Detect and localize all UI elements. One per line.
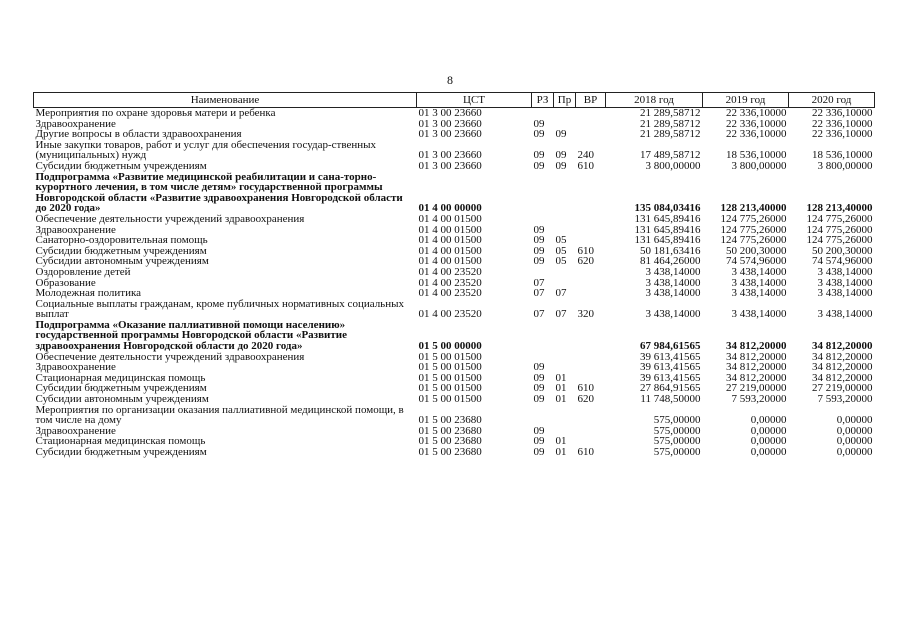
row-2018: 135 084,03416 [634, 202, 701, 215]
row-cst: 01 3 00 23660 [418, 117, 482, 130]
row-cst: 01 5 00 23680 [418, 435, 482, 448]
row-name: Здравоохранение [35, 223, 116, 236]
row-2020: 34 812,20000 [812, 371, 873, 384]
row-pr: 07 [555, 287, 567, 300]
row-2018: 131 645,89416 [634, 212, 701, 225]
row-2019: 74 574,96000 [726, 255, 787, 268]
row-2018: 575,00000 [653, 446, 701, 458]
row-rz: 09 [533, 435, 545, 448]
row-rz: 09 [533, 371, 545, 384]
row-name: Подпрограмма «Развитие медицинской реабилитации и сана-торно-курортного лечения, в том числе детям» государственной программы Новгородской области «Развитие здравоохранения Новгородской области до 2020 года» [35, 170, 403, 215]
page-number: 8 [447, 73, 453, 87]
row-vr [576, 108, 606, 119]
row-pr: 09 [555, 159, 567, 172]
row-rz [532, 172, 554, 214]
row-vr [576, 362, 606, 373]
table-row [34, 108, 875, 119]
row-rz: 09 [533, 446, 545, 458]
row-2019: 124 775,26000 [720, 212, 787, 225]
row-2020: 0,00000 [836, 424, 873, 437]
row-vr [576, 288, 606, 299]
row-pr [554, 108, 576, 119]
header-2020: 2020 год [789, 93, 875, 108]
row-2018: 17 489,58712 [640, 149, 701, 162]
row-vr: 610 [577, 382, 594, 395]
row-2019: 34 812,20000 [726, 361, 787, 374]
row-2019: 3 438,14000 [731, 287, 787, 300]
row-2018: 575,00000 [653, 424, 701, 437]
row-2020: 34 812,20000 [812, 340, 873, 353]
row-rz: 09 [533, 128, 545, 141]
header-rz: РЗ [532, 93, 554, 108]
row-2019: 128 213,40000 [720, 202, 787, 215]
row-2020: 0,00000 [836, 435, 873, 448]
row-cst: 01 4 00 01500 [418, 212, 482, 225]
row-2019: 34 812,20000 [726, 371, 787, 384]
row-cst: 01 4 00 23520 [418, 308, 482, 321]
header-name: Наименование [34, 93, 417, 108]
row-2019: 34 812,20000 [726, 340, 787, 353]
row-rz: 09 [533, 361, 545, 374]
row-name: Здравоохранение [35, 361, 116, 374]
row-name: Подпрограмма «Оказание паллиативной помощи населению» государственной программы Новгородской области «Развитие здравоохранения Новгородской области до 2020 года» [35, 318, 347, 353]
row-vr [576, 278, 606, 289]
row-name: Молодежная политика [35, 287, 142, 300]
row-pr: 09 [555, 149, 567, 162]
row-vr [576, 426, 606, 437]
row-cst: 01 5 00 23680 [418, 414, 482, 427]
row-2018: 3 438,14000 [645, 265, 701, 278]
table-row [34, 320, 875, 352]
row-2020: 124 775,26000 [806, 234, 873, 247]
row-2019: 0,00000 [750, 424, 787, 437]
row-cst: 01 5 00 01500 [418, 371, 482, 384]
row-name: Обеспечение деятельности учреждений здравоохранения [35, 350, 305, 363]
row-name: Мероприятия по организации оказания паллиативной медицинской помощи, в том числе на дому [35, 403, 404, 427]
row-2019: 124 775,26000 [720, 223, 787, 236]
row-name: Иные закупки товаров, работ и услуг для обеспечения государ-ственных (муниципальных) нужд [35, 138, 377, 162]
row-2019: 0,00000 [750, 414, 787, 427]
row-pr: 01 [555, 382, 567, 395]
row-rz: 09 [533, 244, 545, 257]
row-cst: 01 3 00 23660 [418, 128, 482, 141]
row-name: Санаторно-оздоровительная помощь [35, 234, 208, 247]
row-rz: 07 [533, 287, 545, 300]
row-2020: 3 438,14000 [817, 308, 873, 321]
row-pr [554, 320, 576, 352]
row-rz: 07 [533, 276, 545, 289]
row-name: Другие вопросы в области здравоохранения [35, 128, 242, 141]
row-2019: 27 219,00000 [726, 382, 787, 395]
row-pr: 09 [555, 128, 567, 141]
row-rz: 09 [533, 159, 545, 172]
row-rz [532, 214, 554, 225]
row-rz: 09 [533, 382, 545, 395]
row-2018: 3 800,00000 [645, 159, 701, 172]
row-2018: 39 613,41565 [640, 371, 701, 384]
row-vr: 620 [577, 393, 594, 406]
row-2019: 22 336,10000 [726, 128, 787, 141]
row-rz: 09 [533, 223, 545, 236]
row-rz [532, 320, 554, 352]
row-2019: 18 536,10000 [726, 149, 787, 162]
row-2018: 21 289,58712 [640, 128, 701, 141]
row-name: Образование [35, 276, 96, 289]
row-pr: 07 [555, 308, 567, 321]
row-2019: 22 336,10000 [726, 107, 787, 119]
row-name: Здравоохранение [35, 117, 116, 130]
header-cst: ЦСТ [417, 93, 532, 108]
row-2018: 575,00000 [653, 435, 701, 448]
row-rz: 09 [533, 393, 545, 406]
row-vr [576, 405, 606, 426]
row-vr [576, 214, 606, 225]
row-2020: 0,00000 [836, 414, 873, 427]
row-name: Субсидии бюджетным учреждениям [35, 382, 207, 395]
row-2018: 3 438,14000 [645, 287, 701, 300]
row-vr [576, 129, 606, 140]
header-row [34, 93, 875, 108]
row-cst: 01 4 00 01500 [418, 234, 482, 247]
row-cst: 01 4 00 01500 [418, 244, 482, 257]
row-name: Субсидии бюджетным учреждениям [35, 244, 207, 257]
row-2020: 27 219,00000 [812, 382, 873, 395]
row-2018: 67 984,61565 [640, 340, 701, 353]
row-pr [554, 214, 576, 225]
row-2020: 3 800,00000 [817, 159, 873, 172]
row-2020: 124 775,26000 [806, 212, 873, 225]
row-name: Субсидии автономным учреждениям [35, 255, 209, 268]
row-pr [554, 352, 576, 363]
row-name: Здравоохранение [35, 424, 116, 437]
row-rz: 09 [533, 117, 545, 130]
table-row [34, 140, 875, 161]
row-2020: 22 336,10000 [812, 107, 873, 119]
row-2020: 124 775,26000 [806, 223, 873, 236]
row-name: Субсидии бюджетным учреждениям [35, 446, 207, 458]
row-2020: 3 438,14000 [817, 265, 873, 278]
row-2019: 7 593,20000 [731, 393, 787, 406]
table-row [34, 161, 875, 172]
row-2018: 39 613,41565 [640, 350, 701, 363]
row-2020: 0,00000 [836, 446, 873, 458]
table-row [34, 299, 875, 320]
row-2020: 22 336,10000 [812, 117, 873, 130]
row-pr: 01 [555, 371, 567, 384]
row-cst: 01 5 00 00000 [418, 340, 482, 353]
row-cst: 01 5 00 01500 [418, 393, 482, 406]
row-cst: 01 5 00 23680 [418, 424, 482, 437]
row-2018: 81 464,26000 [640, 255, 701, 268]
row-2018: 11 748,50000 [640, 393, 701, 406]
row-name: Мероприятия по охране здоровья матери и ребенка [35, 107, 276, 119]
row-2018: 50 181,63416 [640, 244, 701, 257]
table-row [34, 267, 875, 278]
row-vr: 240 [577, 149, 594, 162]
row-pr [554, 267, 576, 278]
row-cst: 01 3 00 23660 [418, 149, 482, 162]
row-2018: 21 289,58712 [640, 117, 701, 130]
row-2019: 3 438,14000 [731, 265, 787, 278]
table-row [34, 405, 875, 426]
header-pr: Пр [554, 93, 576, 108]
row-vr [576, 225, 606, 236]
row-cst: 01 3 00 23660 [418, 159, 482, 172]
row-name: Стационарная медицинская помощь [35, 371, 206, 384]
row-pr: 05 [555, 234, 567, 247]
row-2019: 124 775,26000 [720, 234, 787, 247]
row-cst: 01 5 00 01500 [418, 382, 482, 395]
row-2019: 3 438,14000 [731, 308, 787, 321]
row-2019: 34 812,20000 [726, 350, 787, 363]
row-vr [576, 119, 606, 130]
row-rz [532, 405, 554, 426]
row-cst: 01 5 00 23680 [418, 446, 482, 458]
row-2019: 0,00000 [750, 446, 787, 458]
row-cst: 01 4 00 23520 [418, 265, 482, 278]
row-2018: 131 645,89416 [634, 223, 701, 236]
row-cst: 01 4 00 01500 [418, 223, 482, 236]
row-pr: 05 [555, 244, 567, 257]
row-cst: 01 5 00 01500 [418, 350, 482, 363]
row-pr [554, 405, 576, 426]
row-cst: 01 5 00 01500 [418, 361, 482, 374]
row-pr: 05 [555, 255, 567, 268]
row-name: Обеспечение деятельности учреждений здравоохранения [35, 212, 305, 225]
row-name: Оздоровление детей [35, 265, 131, 278]
row-rz [532, 267, 554, 278]
row-vr [576, 172, 606, 214]
row-pr [554, 172, 576, 214]
row-rz: 07 [533, 308, 545, 321]
row-2020: 18 536,10000 [812, 149, 873, 162]
row-name: Стационарная медицинская помощь [35, 435, 206, 448]
row-name: Субсидии автономным учреждениям [35, 393, 209, 406]
row-2020: 34 812,20000 [812, 350, 873, 363]
row-rz [532, 108, 554, 119]
row-cst: 01 3 00 23660 [418, 107, 482, 119]
row-2018: 21 289,58712 [640, 107, 701, 119]
row-2020: 3 438,14000 [817, 287, 873, 300]
row-vr [576, 267, 606, 278]
row-2019: 50 200,30000 [726, 244, 787, 257]
row-2019: 22 336,10000 [726, 117, 787, 130]
budget-table [33, 92, 875, 458]
row-2020: 74 574,96000 [812, 255, 873, 268]
row-name: Субсидии бюджетным учреждениям [35, 159, 207, 172]
row-2018: 27 864,91565 [640, 382, 701, 395]
row-pr: 01 [555, 446, 567, 458]
row-cst: 01 4 00 01500 [418, 255, 482, 268]
row-2020: 7 593,20000 [817, 393, 873, 406]
row-rz: 09 [533, 424, 545, 437]
header-vr: ВР [576, 93, 606, 108]
row-cst: 01 4 00 00000 [418, 202, 482, 215]
row-2019: 3 438,14000 [731, 276, 787, 289]
row-rz: 09 [533, 255, 545, 268]
table-row [34, 214, 875, 225]
row-2020: 34 812,20000 [812, 361, 873, 374]
row-name: Социальные выплаты гражданам, кроме публичных нормативных социальных выплат [35, 297, 404, 321]
row-vr: 610 [577, 446, 594, 458]
row-2018: 575,00000 [653, 414, 701, 427]
row-rz: 09 [533, 234, 545, 247]
row-vr: 320 [577, 308, 594, 321]
row-pr: 01 [555, 393, 567, 406]
row-cst: 01 4 00 23520 [418, 287, 482, 300]
header-2019: 2019 год [703, 93, 789, 108]
row-2018: 39 613,41565 [640, 361, 701, 374]
row-vr [576, 320, 606, 352]
row-pr: 01 [555, 435, 567, 448]
row-2020: 128 213,40000 [806, 202, 873, 215]
row-2019: 0,00000 [750, 435, 787, 448]
row-vr: 610 [577, 244, 594, 257]
row-2018: 3 438,14000 [645, 308, 701, 321]
header-2018: 2018 год [606, 93, 703, 108]
row-2018: 131 645,89416 [634, 234, 701, 247]
table-row [34, 172, 875, 214]
row-2020: 22 336,10000 [812, 128, 873, 141]
row-2020: 3 438,14000 [817, 276, 873, 289]
row-vr: 620 [577, 255, 594, 268]
row-cst: 01 4 00 23520 [418, 276, 482, 289]
row-vr [576, 352, 606, 363]
row-rz: 09 [533, 149, 545, 162]
table-row [34, 447, 875, 458]
row-vr: 610 [577, 159, 594, 172]
row-2019: 3 800,00000 [731, 159, 787, 172]
row-2018: 3 438,14000 [645, 276, 701, 289]
row-2020: 50 200,30000 [812, 244, 873, 257]
